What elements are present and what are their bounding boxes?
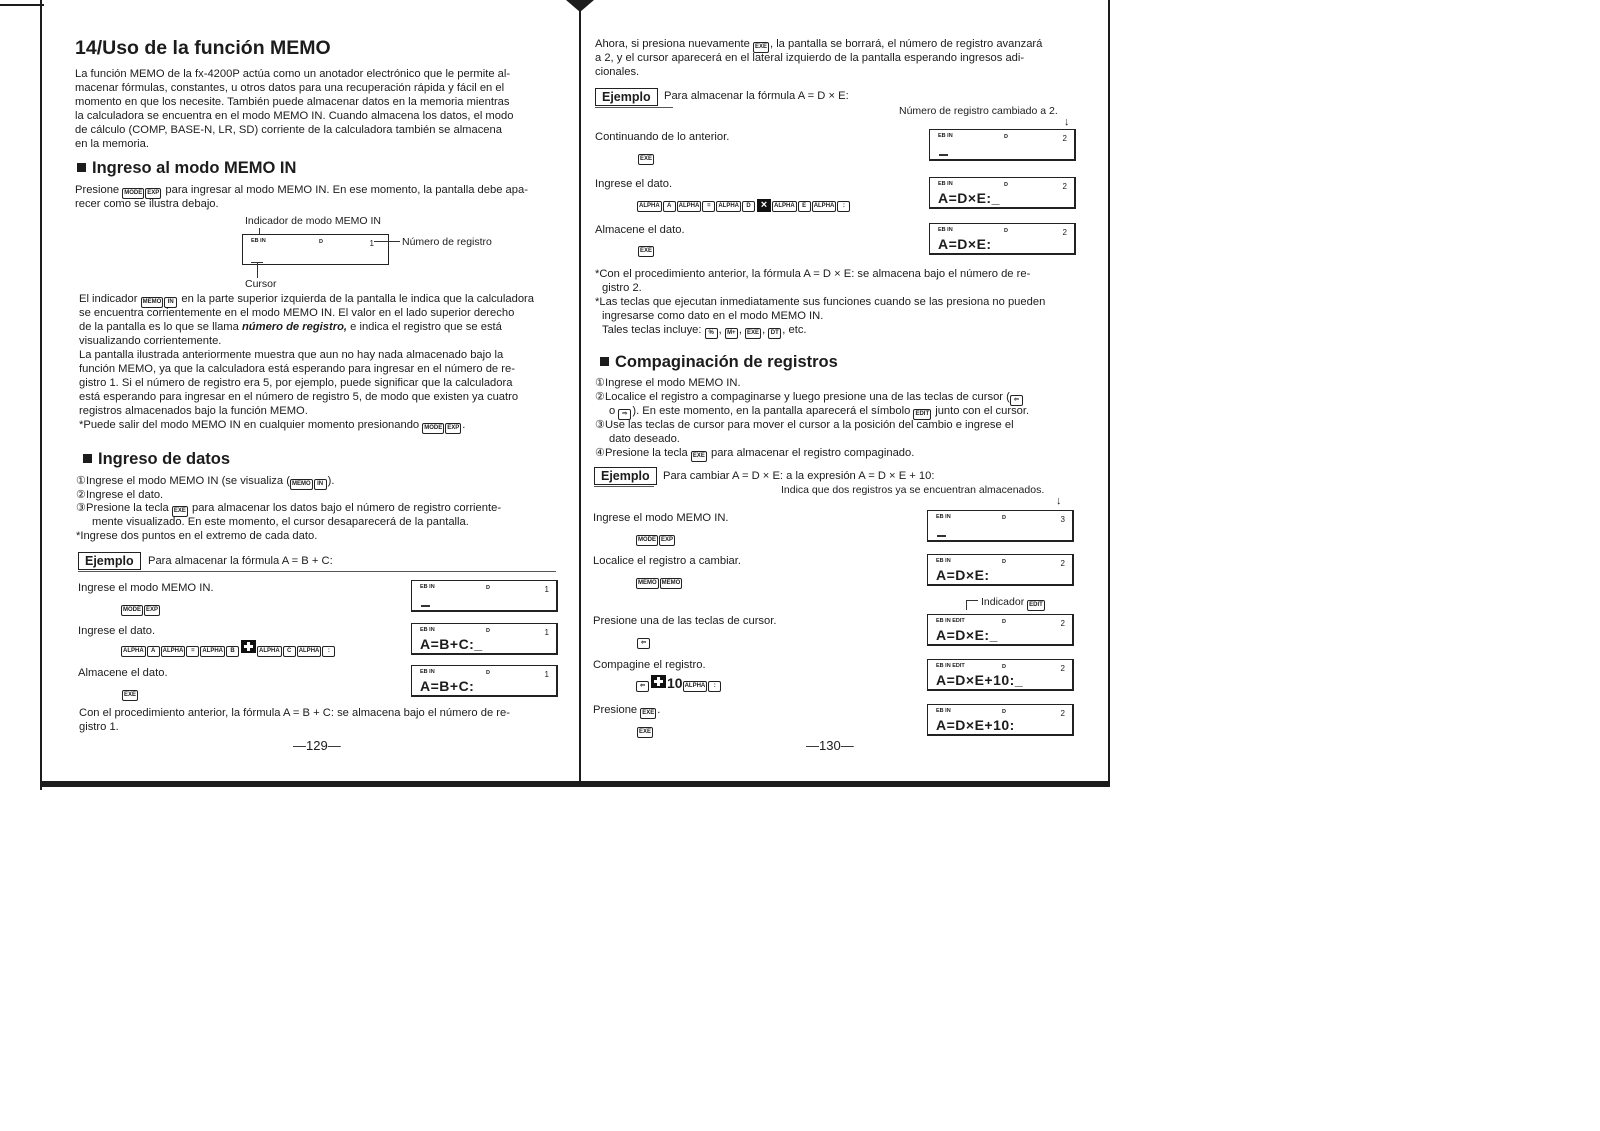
d-indicator-icon: D [1004, 134, 1008, 140]
step-line: o ⇨ ). En este momento, en la pantalla aparecerá el símbolo EDIT junto con el cursor. [609, 404, 1029, 420]
multiply-key-icon: × [757, 199, 771, 212]
edit-indicator-label: Indicador EDIT [981, 595, 1046, 611]
fig-label-register: Número de registro [402, 236, 492, 248]
indicator-icon: EB IN EDIT [936, 663, 965, 669]
step-line: mente visualizado. En este momento, el cursor desaparecerá de la pantalla. [92, 516, 469, 528]
key-sequence [636, 570, 683, 589]
alpha-key-icon: ALPHA [297, 646, 322, 657]
lcd-text: A=B+C:_ [420, 636, 483, 652]
register-number: 2 [1060, 664, 1065, 673]
fig-label-cursor: Cursor [245, 278, 277, 290]
text-line: de la pantalla es lo que se llama número de registro, e indica el registro que se está [79, 321, 502, 333]
key-sequence [637, 193, 851, 212]
example-note: Indica que dos registros ya se encuentran almacenados. [781, 484, 1045, 496]
note-line: Tales teclas incluye: % , M+ , EXE , DT , etc. [602, 323, 807, 339]
key-sequence [638, 146, 655, 165]
d-indicator-icon: D [1002, 559, 1006, 565]
text-line: Ahora, si presiona nuevamente EXE , la pantalla se borrará, el número de registro avanzará [595, 37, 1042, 53]
c-key-icon: C [283, 646, 296, 657]
left-cursor-key-icon: ⇦ [637, 638, 650, 649]
indicator-icon: EB IN [420, 627, 435, 633]
exe-key-icon: EXE [638, 154, 654, 165]
exe-key-icon: EXE [638, 246, 654, 257]
lcd-figure [242, 234, 389, 265]
down-arrow-icon: ↓ [1056, 495, 1062, 507]
page-title: 14/Uso de la función MEMO [75, 37, 331, 59]
lcd-display [411, 580, 558, 612]
example-rule [594, 486, 654, 487]
lcd-display [929, 177, 1076, 209]
colon-key-icon: : [322, 646, 335, 657]
alpha-key-icon: ALPHA [257, 646, 282, 657]
fig-pointer-line [257, 262, 258, 278]
example-rule [78, 571, 556, 572]
step-line: ②Localice el registro a compaginarse y luego presione una de las teclas de cursor ( ⇦ [595, 390, 1024, 406]
edit-indicator-icon: EDIT [1027, 600, 1045, 611]
text-line: la calculadora se encuentra en el modo MEMO IN. Cuando almacena los datos, el modo [75, 110, 514, 122]
register-number: 2 [1060, 709, 1065, 718]
exe-key-icon: EXE [122, 690, 138, 701]
note-line: *Puede salir del modo MEMO IN en cualquier momento presionando MODE EXP . [79, 418, 465, 434]
down-arrow-icon: ↓ [1064, 116, 1070, 128]
register-number: 1 [544, 670, 549, 679]
binding-mark [566, 0, 594, 12]
section-heading-ingreso-datos [83, 449, 230, 469]
indicator-icon: EB IN [420, 584, 435, 590]
example-header [594, 467, 657, 485]
lcd-display [411, 623, 558, 655]
right-edge-rule [1108, 0, 1110, 785]
text-line: a 2, y el cursor aparecerá en el lateral izquierdo de la pantalla esperando ingresos adi- [595, 52, 1025, 64]
example-label: Ejemplo [78, 552, 141, 570]
lcd-display [927, 554, 1074, 586]
exp-key-icon: EXP [659, 535, 675, 546]
in-key-icon: IN [164, 297, 177, 308]
key-sequence [636, 527, 676, 546]
e-key-icon: E [798, 201, 811, 212]
exp-key-icon: EXP [144, 605, 160, 616]
indicator-icon: EB IN [938, 181, 953, 187]
key-sequence [637, 630, 651, 649]
note-line: gistro 2. [602, 282, 642, 294]
intro-paragraph [75, 67, 513, 151]
mplus-key-icon: M+ [725, 328, 738, 339]
alpha-key-icon: ALPHA [677, 201, 702, 212]
text-line: El indicador MEMO IN en la parte superior izquierda de la pantalla le indica que la calculadora [79, 292, 534, 308]
right-cursor-key-icon: ⇨ [618, 409, 631, 420]
top-left-rule [0, 4, 44, 6]
indicator-icon: EB IN [936, 514, 951, 520]
example-step: Ingrese el dato. [78, 625, 156, 637]
d-indicator-icon: D [486, 628, 490, 634]
exe-key-icon: EXE [745, 328, 761, 339]
register-number: 2 [1062, 182, 1067, 191]
d-key-icon: D [742, 201, 755, 212]
lcd-display [927, 704, 1074, 736]
memo-key-icon: MEMO [660, 578, 683, 589]
heading-text: Ingreso al modo MEMO IN [92, 159, 297, 177]
indicator-icon: EB IN [938, 133, 953, 139]
example-step: Ingrese el dato. [595, 178, 673, 190]
equals-key-icon: = [702, 201, 715, 212]
alpha-key-icon: ALPHA [637, 201, 662, 212]
digit-keys: 10 [667, 675, 683, 691]
bottom-rule [40, 781, 1110, 787]
alpha-key-icon: ALPHA [161, 646, 186, 657]
register-number: 2 [1060, 619, 1065, 628]
page-number: —130— [806, 738, 854, 753]
memo-key-icon: MEMO [141, 297, 164, 308]
step-line: dato deseado. [609, 433, 680, 445]
example-note: Número de registro cambiado a 2. [899, 105, 1058, 117]
text-line: La función MEMO de la fx-4200P actúa como un anotador electrónico que le permite al- [75, 68, 511, 80]
example-header [78, 552, 141, 570]
example-step: Almacene el dato. [595, 224, 685, 236]
a-key-icon: A [663, 201, 676, 212]
lcd-display [927, 510, 1074, 542]
text-line: gistro 1. [79, 721, 119, 733]
colon-key-icon: : [837, 201, 850, 212]
text-line: gistro 1. Si el número de registro era 5, por ejemplo, puede significar que la calculadora [79, 377, 513, 389]
key-sequence [637, 719, 654, 738]
in-key-icon: IN [314, 479, 327, 490]
text-line: en la memoria. [75, 138, 149, 150]
exe-key-icon: EXE [753, 42, 769, 53]
indicator-icon: EB IN [420, 669, 435, 675]
d-indicator-icon: D [1004, 182, 1008, 188]
lcd-text: A=D×E: [936, 567, 990, 583]
text-line: se encuentra corrientemente en el modo MEMO IN. El valor en el lado superior derecho [79, 307, 515, 319]
exp-key-icon: EXP [145, 188, 161, 199]
fig-label-indicator: Indicador de modo MEMO IN [245, 215, 381, 227]
lcd-display [927, 614, 1074, 646]
step-line: ①Ingrese el modo MEMO IN (se visualiza ( MEMO IN ). [76, 474, 334, 490]
indicator-icon: EB IN [251, 238, 266, 244]
left-cursor-key-icon: ⇦ [1010, 395, 1023, 406]
left-edge-rule [40, 0, 42, 790]
cursor [939, 154, 948, 156]
example-text: Para almacenar la fórmula A = B + C: [148, 555, 333, 567]
memo-key-icon: MEMO [636, 578, 659, 589]
alpha-key-icon: ALPHA [200, 646, 225, 657]
edit-indicator-pointer [966, 600, 967, 610]
b-key-icon: B [226, 646, 239, 657]
colon-key-icon: : [708, 681, 721, 692]
memo-key-icon: MEMO [290, 479, 313, 490]
bullet-square-icon [83, 454, 92, 463]
note-line: *Ingrese dos puntos en el extremo de cada dato. [76, 530, 318, 542]
d-indicator-icon: D [1002, 664, 1006, 670]
step-line: ③Use las teclas de cursor para mover el cursor a la posición del cambio e ingrese el [595, 419, 1014, 431]
lcd-text: A=B+C: [420, 678, 475, 694]
lcd-display [929, 223, 1076, 255]
left-cursor-key-icon: ⇦ [636, 681, 649, 692]
example-step: Presione EXE . [593, 703, 660, 719]
example-rule [595, 107, 673, 108]
center-divider [579, 0, 581, 782]
heading-text: Ingreso de datos [98, 450, 231, 468]
mode-key-icon: MODE [121, 605, 143, 616]
mode-key-icon: MODE [636, 535, 658, 546]
alpha-key-icon: ALPHA [772, 201, 797, 212]
cursor [937, 535, 946, 537]
equals-key-icon: = [186, 646, 199, 657]
example-header [595, 88, 658, 106]
d-indicator-icon: D [486, 585, 490, 591]
lcd-text: A=D×E:_ [938, 190, 1000, 206]
text-line: está esperando para ingresar en el número de registro 5, de modo que existen ya cuatro [79, 391, 519, 403]
page-number: —129— [293, 738, 341, 753]
cursor [421, 605, 430, 607]
d-indicator-icon: D [319, 239, 323, 245]
example-label: Ejemplo [594, 467, 657, 485]
register-number: 3 [1060, 515, 1065, 524]
example-step: Almacene el dato. [78, 667, 168, 679]
text-line: de cálculo (COMP, BASE-N, LR, SD) corriente de la calculadora también se almacena [75, 124, 502, 136]
example-step: Ingrese el modo MEMO IN. [593, 512, 729, 524]
lcd-display [411, 665, 558, 697]
percent-key-icon: % [705, 328, 718, 339]
key-sequence [122, 682, 139, 701]
step-line: ②Ingrese el dato. [76, 489, 164, 501]
d-indicator-icon: D [486, 670, 490, 676]
example-text: Para cambiar A = D × E: a la expresión A = D × E + 10: [663, 470, 935, 482]
example-step: Presione una de las teclas de cursor. [593, 615, 777, 627]
text-line: Presione MODE EXP para ingresar al modo MEMO IN. En ese momento, la pantalla debe apa- [75, 183, 528, 199]
mode-key-icon: MODE [422, 423, 444, 434]
step-line: ③Presione la tecla EXE para almacenar los datos bajo el número de registro corriente- [76, 501, 501, 517]
text-line: momento en que los necesite. También puede almacenar datos en la memoria mientras [75, 96, 510, 108]
register-number: 1 [544, 628, 549, 637]
d-indicator-icon: D [1004, 228, 1008, 234]
note-line: *Con el procedimiento anterior, la fórmula A = D × E: se almacena bajo el número de re- [595, 268, 1031, 280]
exe-key-icon: EXE [691, 451, 707, 462]
example-step: Localice el registro a cambiar. [593, 555, 741, 567]
text-line: Con el procedimiento anterior, la fórmula A = B + C: se almacena bajo el número de re- [79, 707, 510, 719]
edit-indicator-icon: EDIT [913, 409, 931, 420]
note-line: ingresarse como dato en el modo MEMO IN. [602, 310, 824, 322]
a-key-icon: A [147, 646, 160, 657]
indicator-icon: EB IN [938, 227, 953, 233]
text-line: registros almacenados bajo la función MEMO. [79, 405, 308, 417]
alpha-key-icon: ALPHA [812, 201, 837, 212]
dt-key-icon: DT [768, 328, 781, 339]
fig-pointer-line [374, 241, 400, 242]
register-number: 2 [1062, 228, 1067, 237]
key-sequence [121, 597, 161, 616]
text-line: macenar fórmulas, constantes, u otros datos para una recuperación rápida y fácil en el [75, 82, 505, 94]
heading-text: Compaginación de registros [615, 353, 838, 371]
plus-key-icon [241, 640, 256, 653]
example-label: Ejemplo [595, 88, 658, 106]
edit-indicator-pointer [966, 600, 978, 601]
example-step: Continuando de lo anterior. [595, 131, 730, 143]
d-indicator-icon: D [1002, 709, 1006, 715]
text-line: recer como se ilustra debajo. [75, 198, 219, 210]
bullet-square-icon [600, 357, 609, 366]
text-line: cionales. [595, 66, 640, 78]
key-sequence [638, 238, 655, 257]
lcd-display [927, 659, 1074, 691]
d-indicator-icon: D [1002, 619, 1006, 625]
register-number: 1 [369, 239, 374, 248]
mode-key-icon: MODE [122, 188, 144, 199]
paragraph [79, 348, 518, 418]
exe-key-icon: EXE [637, 727, 653, 738]
key-sequence [121, 638, 336, 657]
key-sequence [636, 673, 722, 692]
step-line: ①Ingrese el modo MEMO IN. [595, 377, 741, 389]
alpha-key-icon: ALPHA [121, 646, 146, 657]
register-number: 2 [1062, 134, 1067, 143]
plus-key-icon [651, 675, 666, 688]
text-line: visualizando corrientemente. [79, 335, 222, 347]
section-heading-compaginacion [600, 352, 838, 372]
exp-key-icon: EXP [445, 423, 461, 434]
exe-key-icon: EXE [640, 708, 656, 719]
d-indicator-icon: D [1002, 515, 1006, 521]
step-line: ④Presione la tecla EXE para almacenar el registro compaginado. [595, 446, 914, 462]
indicator-icon: EB IN [936, 708, 951, 714]
indicator-icon: EB IN [936, 558, 951, 564]
text-line: función MEMO, ya que la calculadora está esperando para ingresar en el número de re- [79, 363, 515, 375]
section-heading-memo-in [77, 158, 296, 178]
lcd-text: A=D×E:_ [936, 627, 998, 643]
alpha-key-icon: ALPHA [716, 201, 741, 212]
indicator-icon: EB IN EDIT [936, 618, 965, 624]
lcd-text: A=D×E+10:_ [936, 672, 1024, 688]
note-line: *Las teclas que ejecutan inmediatamente sus funciones cuando se las presiona no pueden [595, 296, 1046, 308]
exe-key-icon: EXE [172, 506, 188, 517]
bullet-square-icon [77, 163, 86, 172]
lcd-display [929, 129, 1076, 161]
lcd-text: A=D×E+10: [936, 717, 1015, 733]
example-step: Compagine el registro. [593, 659, 706, 671]
example-text: Para almacenar la fórmula A = D × E: [664, 90, 849, 102]
lcd-text: A=D×E: [938, 236, 992, 252]
register-number: 1 [544, 585, 549, 594]
text-line: La pantalla ilustrada anteriormente muestra que aun no hay nada almacenado bajo la [79, 349, 504, 361]
example-step: Ingrese el modo MEMO IN. [78, 582, 214, 594]
register-number: 2 [1060, 559, 1065, 568]
alpha-key-icon: ALPHA [683, 681, 708, 692]
